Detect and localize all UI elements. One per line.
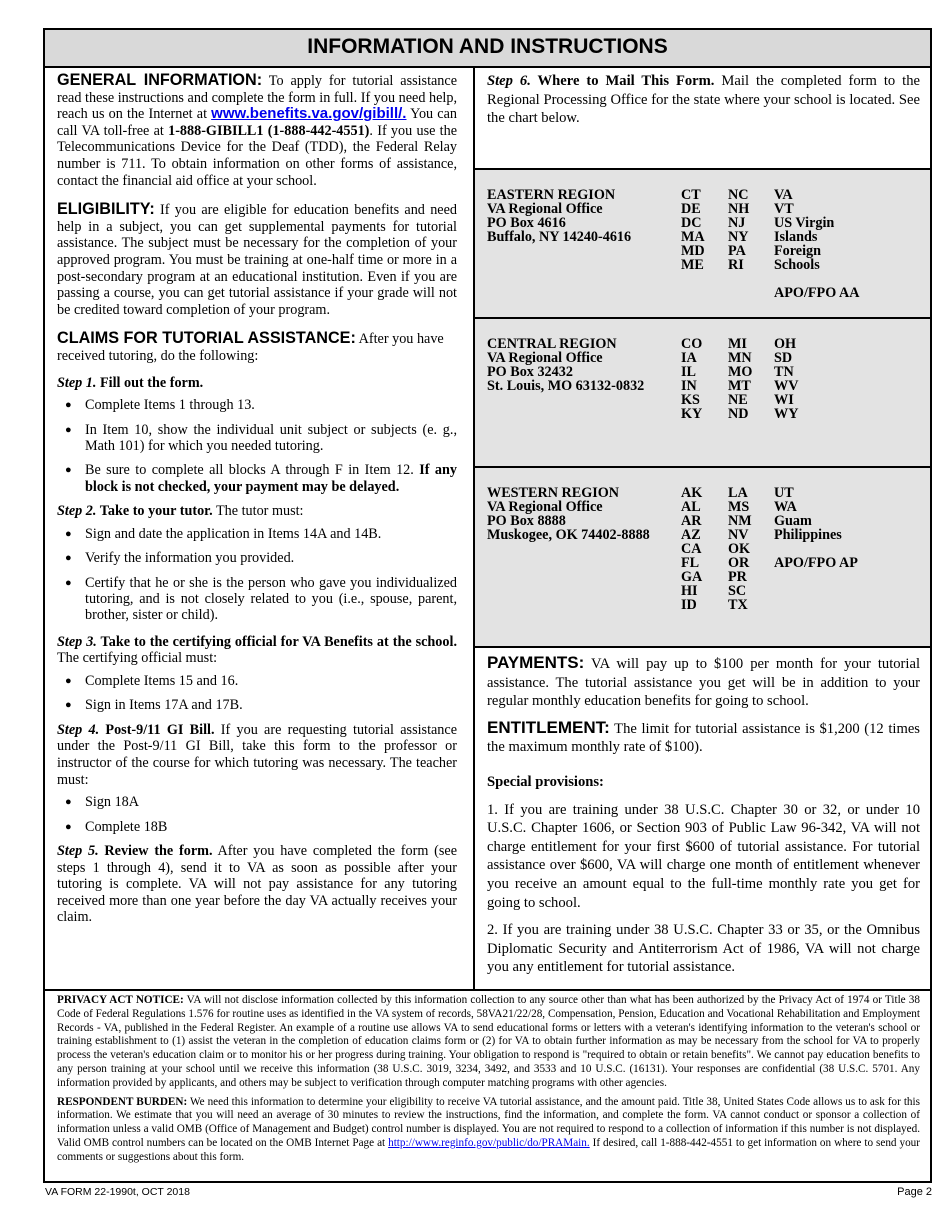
region-states-col-2-line: RI bbox=[728, 257, 744, 273]
region-states-col-1-line: DE bbox=[681, 201, 701, 217]
region-states-col-1-line: AZ bbox=[681, 527, 701, 543]
notices-section bbox=[45, 989, 930, 1181]
entitlement-heading: ENTITLEMENT: bbox=[487, 717, 610, 737]
region-states-col-2-line: MO bbox=[728, 364, 753, 380]
step-6-title: Where to Mail This Form. bbox=[530, 73, 715, 89]
step-5-label: Step 5. bbox=[57, 842, 99, 859]
region-states-col-3-line: VA bbox=[774, 187, 793, 203]
toll-free-number: 1-888-GIBILL1 (1-888-442-4551) bbox=[168, 122, 370, 139]
step-1-title: Fill out the form. bbox=[96, 374, 204, 391]
step-1-label: Step 1. bbox=[57, 374, 97, 391]
region-states-col-2-line: MT bbox=[728, 378, 751, 394]
region-states-col-2-line: ND bbox=[728, 406, 749, 422]
region-address-line: VA Regional Office bbox=[487, 499, 603, 515]
step-5 bbox=[57, 843, 457, 926]
list-item: ● Sign and date the application in Items 14A and 14B. bbox=[57, 526, 457, 542]
gibill-link[interactable]: www.benefits.va.gov/gibill/. bbox=[211, 105, 407, 123]
region-states-col-3-line: WY bbox=[774, 406, 799, 422]
privacy-text: VA will not disclose information collected by this information collection to any source other than what has been authorized by the Privacy Act of 1974 or Title 38 Code of Federal Regulations 1.576 for routine uses as identified in the VA system of records, 58VA21/22/28, Compensation, Pension, Education and Vocational Rehabilitation and Employment Records - VA, published in the Federal Register. An example of a routine use allows VA to send educational forms or letters with a veteran's identifying information to the veteran's school or training establishment to (1) assist the veteran in the completion of education claims form or (2) for VA to obtain further information as may be necessary from the school for VA to properly process the veteran's education claim or to monitor his or her progress during training. Your obligation to respond is "required to obtain or retain benefits". We cannot pay education benefits to any person training at your school until we receive this information (38 U.S.C. 3019, 3234, 3492, and 3533 and 10 U.S.C. (16131). Your responses are confidential (38 U.S.C. 5701. Any information provided by applicants, and others may be subject to verification through computer matching programs with other agencies. bbox=[57, 994, 920, 1089]
region-states-col-3-line: UT bbox=[774, 485, 794, 501]
region-states-col-1-line: FL bbox=[681, 555, 700, 571]
region-address-line: VA Regional Office bbox=[487, 201, 603, 217]
step-3-text: The certifying official must: bbox=[57, 650, 218, 667]
step-4-label: Step 4. bbox=[57, 721, 100, 738]
general-text: To apply for tutorial assistance read these instructions and complete the form in full. If you need help, reach us on the Internet at bbox=[57, 73, 457, 123]
special-provisions-heading: Special provisions: bbox=[487, 773, 604, 790]
general-information bbox=[57, 72, 457, 189]
region-states-col-3-line: Foreign bbox=[774, 243, 822, 259]
privacy-heading: PRIVACY ACT NOTICE: bbox=[57, 994, 184, 1006]
list-item: ● Complete 18B bbox=[57, 819, 457, 835]
entitlement-text: The limit for tutorial assistance is $1,200 (12 times the maximum monthly rate of $100). bbox=[487, 720, 920, 756]
region-states-col-2-line: NE bbox=[728, 392, 748, 408]
general-text-2: You can call VA toll-free at bbox=[57, 106, 457, 139]
region-states-col-1-line: AR bbox=[681, 513, 702, 529]
step-6-text: Mail the completed form to the Regional Processing Office for the state where your school is located. See the chart below. bbox=[487, 73, 920, 127]
region-states-col-1-line: ME bbox=[681, 257, 704, 273]
claims-heading: CLAIMS FOR TUTORIAL ASSISTANCE: bbox=[57, 329, 356, 348]
step-2-text: The tutor must: bbox=[212, 503, 304, 520]
region-states-col-3-line: US Virgin bbox=[774, 215, 835, 231]
region-states-col-1-line: CT bbox=[681, 187, 701, 203]
region-eastern bbox=[475, 170, 930, 319]
list-item: ● In Item 10, show the individual unit subject or subjects (e. g., Math 101) for which you needed tutoring. bbox=[57, 422, 457, 455]
region-states-col-1-line: IL bbox=[681, 364, 696, 380]
region-states-col-1-line: MD bbox=[681, 243, 705, 259]
claims bbox=[57, 330, 457, 364]
region-states-col-1-line: AK bbox=[681, 485, 703, 501]
region-states-col-3-line: WV bbox=[774, 378, 799, 394]
eligibility-text: If you are eligible for education benefits and need help in a subject, you can get supplemental payments for tutorial assistance. The subject must be necessary for the completion of your approved program. You must be training at one-half time or more in a post-secondary program at an educational institution. Even if you are passing a course, you can get tutorial assistance if your grade will not be credited toward completion of your program. bbox=[57, 202, 457, 318]
respondent-burden bbox=[57, 1096, 920, 1165]
step-4-title: Post-9/11 GI Bill. bbox=[99, 721, 215, 738]
region-address-line: PO Box 8888 bbox=[487, 513, 566, 529]
region-states-col-3-line: APO/FPO AA bbox=[774, 285, 860, 301]
region-states-col-3-line: OH bbox=[774, 336, 797, 352]
list-item: ● Complete Items 1 through 13. bbox=[57, 397, 457, 413]
step-2-list bbox=[57, 526, 457, 624]
region-states-col-2-line: LA bbox=[728, 485, 748, 501]
region-states-col-2-line: NM bbox=[728, 513, 752, 529]
step-6-label: Step 6. bbox=[487, 73, 531, 89]
step-4-list bbox=[57, 794, 457, 835]
burden-heading: RESPONDENT BURDEN: bbox=[57, 1095, 188, 1108]
general-heading: GENERAL INFORMATION: bbox=[57, 71, 263, 89]
region-states-col-1-line: MA bbox=[681, 229, 705, 245]
region-states-col-1-line: IN bbox=[681, 378, 697, 394]
region-states-col-3-line: Islands bbox=[774, 229, 818, 245]
step-3-title: Take to the certifying official for VA Benefits at the school. bbox=[96, 633, 457, 650]
region-address-line: St. Louis, MO 63132-0832 bbox=[487, 378, 645, 394]
step-4-text: If you are requesting tutorial assistance under the Post-9/11 GI Bill, take this form to the professor or instructor of the course for which tutoring was necessary. The teacher must: bbox=[57, 721, 457, 788]
region-states-col-2-line: MN bbox=[728, 350, 752, 366]
payments bbox=[487, 654, 920, 711]
region-states-col-1-line: IA bbox=[681, 350, 697, 366]
region-states-col-1-line: HI bbox=[681, 583, 698, 599]
special-provision-2: 2. If you are training under 38 U.S.C. Chapter 33 or 35, or the Omnibus Diplomatic Security and Antiterrorism Act of 1986, VA will not charge you any entitlement for tutorial assistance. bbox=[487, 922, 920, 976]
region-states-col-3-line: WI bbox=[774, 392, 794, 408]
step-2 bbox=[57, 503, 457, 520]
step-4 bbox=[57, 722, 457, 788]
list-item: ● Complete Items 15 and 16. bbox=[57, 673, 457, 689]
region-states-col-3-line: SD bbox=[774, 350, 793, 366]
step-3-list bbox=[57, 673, 457, 714]
region-address-line: PO Box 32432 bbox=[487, 364, 573, 380]
burden-text-2: If desired, call 1-888-442-4551 to get information on where to send your comments or suggestions about this form. bbox=[57, 1136, 920, 1163]
region-address-line: WESTERN REGION bbox=[487, 485, 620, 501]
region-states-col-3-line: WA bbox=[774, 499, 797, 515]
region-states-col-3-line: Philippines bbox=[774, 527, 842, 543]
form-identifier: VA FORM 22-1990t, OCT 2018 bbox=[45, 1186, 190, 1198]
eligibility bbox=[57, 201, 457, 318]
region-address bbox=[487, 486, 650, 542]
step-3-label: Step 3. bbox=[57, 633, 97, 650]
region-address-line: EASTERN REGION bbox=[487, 187, 616, 203]
region-address bbox=[487, 188, 631, 244]
region-states-col-2-line: TX bbox=[728, 597, 748, 613]
right-column bbox=[475, 66, 930, 989]
region-states-col-3-line bbox=[774, 272, 860, 286]
list-item: ● Sign 18A bbox=[57, 794, 457, 810]
region-states-col-3 bbox=[774, 486, 858, 570]
entitlement bbox=[487, 719, 920, 757]
region-address-line: PO Box 4616 bbox=[487, 215, 566, 231]
special-provision-1: 1. If you are training under 38 U.S.C. Chapter 30 or 32, or under 10 U.S.C. Chapter 1606, or Section 903 of Public Law 96-342, VA will not charge entitlement for your first $600 of tutorial assistance. For tutorial assistance over $600, VA will charge one month of entitlement whenever you receive an amount equal to the full-time monthly rate you get for going to school. bbox=[487, 801, 920, 911]
burden-text: We need this information to determine your eligibility to receive VA tutorial assistance, and the amount paid. Title 38, United States Code allows us to ask for this information. We estimate that you will need an average of 30 minutes to review the instructions, find the information, and complete the form. VA cannot conduct or sponsor a collection of information unless a valid OMB (Office of Management and Budget) control number is displayed. You are not required to respond to a collection of information if this number is not displayed. Valid OMB control numbers can be located on the OMB Internet Page at bbox=[57, 1095, 920, 1149]
payments-section bbox=[475, 648, 930, 977]
page-number: Page 2 bbox=[897, 1186, 932, 1198]
region-states-col-1-line: KY bbox=[681, 406, 703, 422]
region-states-col-3-line: TN bbox=[774, 364, 794, 380]
step-6-text-block bbox=[487, 72, 920, 128]
region-states-col-2-line: NV bbox=[728, 527, 749, 543]
region-states-col-2-line: PA bbox=[728, 243, 746, 259]
step-3 bbox=[57, 634, 457, 667]
region-states-col-1 bbox=[681, 337, 702, 421]
region-states-col-1-line: KS bbox=[681, 392, 700, 408]
list-item: ● Sign in Items 17A and 17B. bbox=[57, 697, 457, 713]
region-states-col-2 bbox=[728, 188, 749, 272]
region-states-col-1 bbox=[681, 486, 702, 612]
region-states-col-2-line: OR bbox=[728, 555, 750, 571]
region-states-col-3 bbox=[774, 337, 798, 421]
general-text-3: . If you use the Telecommunications Device for the Deaf (TDD), the Federal Relay number is 711. To obtain information on other forms of assistance, contact the financial aid office at your school. bbox=[57, 122, 457, 189]
page-title: INFORMATION AND INSTRUCTIONS bbox=[45, 30, 930, 68]
region-states-col-2-line: NH bbox=[728, 201, 750, 217]
left-column bbox=[45, 66, 475, 989]
region-states-col-1-line: ID bbox=[681, 597, 697, 613]
region-states-col-2 bbox=[728, 337, 752, 421]
payments-text: VA will pay up to $100 per month for your tutorial assistance. The tutorial assistance you get will be in addition to your regular monthly education benefits for going to school. bbox=[487, 656, 920, 710]
region-states-col-3-line: VT bbox=[774, 201, 794, 217]
step-5-title: Review the form. bbox=[98, 842, 213, 859]
step-2-title: Take to your tutor. bbox=[96, 503, 213, 520]
region-address-line: CENTRAL REGION bbox=[487, 336, 617, 352]
region-states-col-2-line: SC bbox=[728, 583, 747, 599]
step-5-text: After you have completed the form (see steps 1 through 4), send it to VA as soon as possible after your tutoring is complete. VA will not pay assistance for any tutoring received more than one year before the day VA actually receives your claim. bbox=[57, 842, 457, 926]
payments-heading: PAYMENTS: bbox=[487, 653, 585, 672]
region-states-col-1-line: CA bbox=[681, 541, 702, 557]
region-states-col-1-line: AL bbox=[681, 499, 701, 515]
list-item: ● Certify that he or she is the person who gave you individualized tutoring, and is not closely related to you (i.e., spouse, parent, brother, sister or child). bbox=[57, 575, 457, 624]
region-states-col-1-line: GA bbox=[681, 569, 703, 585]
region-central bbox=[475, 319, 930, 468]
region-address bbox=[487, 337, 644, 393]
region-states-col-3-line: Schools bbox=[774, 257, 820, 273]
region-states-col-3-line: Guam bbox=[774, 513, 812, 529]
region-states-col-2-line: PR bbox=[728, 569, 747, 585]
region-states-col-3-line bbox=[774, 542, 858, 556]
region-address-line: Muskogee, OK 74402-8888 bbox=[487, 527, 650, 543]
step-6 bbox=[475, 66, 930, 170]
eligibility-heading: ELIGIBILITY: bbox=[57, 200, 155, 219]
step-1 bbox=[57, 375, 457, 392]
list-item-warning: If any block is not checked, your payment may be delayed. bbox=[85, 462, 458, 495]
region-states-col-1 bbox=[681, 188, 705, 272]
region-states-col-3 bbox=[774, 188, 860, 300]
region-states-col-2-line: NY bbox=[728, 229, 749, 245]
list-item bbox=[57, 462, 457, 495]
region-states-col-2-line: MI bbox=[728, 336, 747, 352]
privacy-act-notice bbox=[57, 994, 920, 1091]
region-states-col-2-line: NJ bbox=[728, 215, 746, 231]
region-address-line: VA Regional Office bbox=[487, 350, 603, 366]
list-item: ● Verify the information you provided. bbox=[57, 550, 457, 566]
region-states-col-1-line: DC bbox=[681, 215, 702, 231]
list-item-text: Be sure to complete all blocks A through F in Item 12. bbox=[85, 462, 420, 479]
region-western bbox=[475, 468, 930, 648]
region-states-col-3-line: APO/FPO AP bbox=[774, 555, 858, 571]
region-states-col-2-line: NC bbox=[728, 187, 749, 203]
region-states-col-2-line: MS bbox=[728, 499, 750, 515]
step-2-label: Step 2. bbox=[57, 503, 97, 520]
claims-text: After you have received tutoring, do the following: bbox=[57, 331, 444, 364]
region-states-col-2-line: OK bbox=[728, 541, 751, 557]
step-1-list bbox=[57, 397, 457, 495]
reginfo-link[interactable]: http://www.reginfo.gov/public/do/PRAMain. bbox=[388, 1136, 590, 1149]
region-address-line: Buffalo, NY 14240-4616 bbox=[487, 229, 632, 245]
region-states-col-2 bbox=[728, 486, 752, 612]
form-frame bbox=[43, 28, 932, 1183]
region-states-col-1-line: CO bbox=[681, 336, 703, 352]
